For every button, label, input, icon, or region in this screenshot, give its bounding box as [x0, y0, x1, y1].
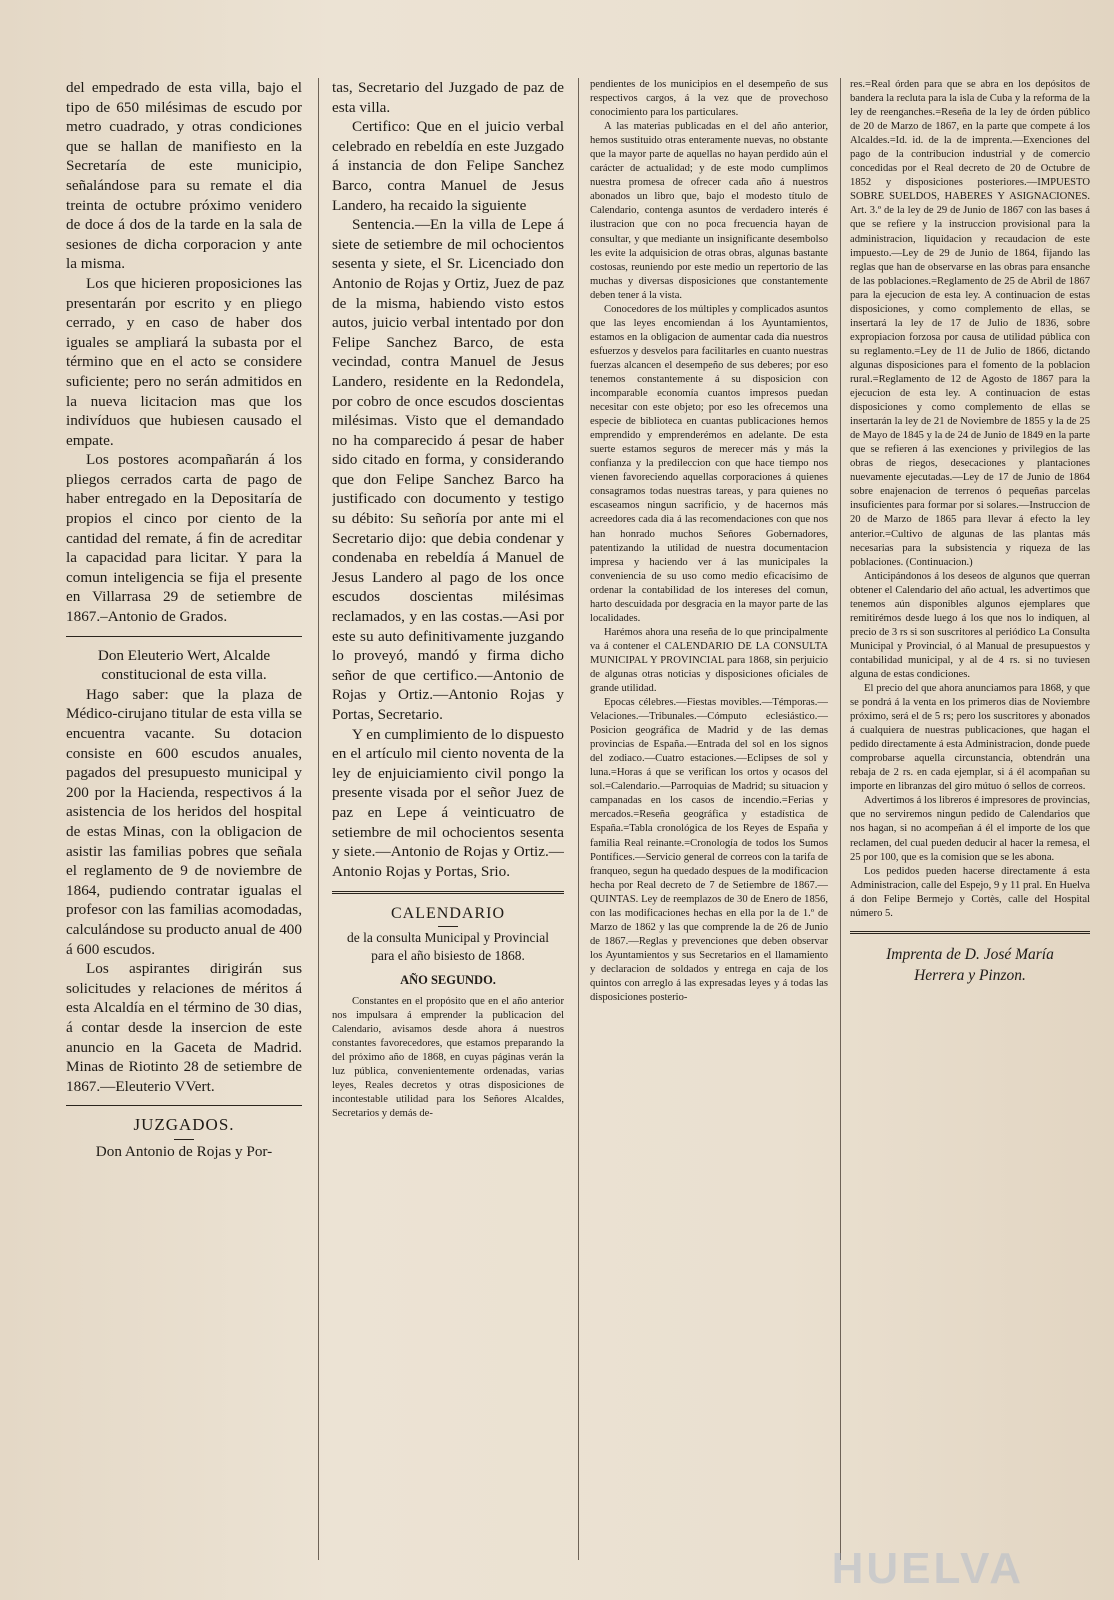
paragraph: Los postores acompañarán á los pliegos cerrados carta de pago de haber entregado en la Depositaría de propios el cinco por ciento de la cantidad del remate, á fin de acreditar la capacidad para licitar. Y para la comun inteligencia se fija el presente en Villarrasa 29 de setiembre de 1867.–Antonio de Grados. [66, 451, 302, 626]
column-4 [850, 78, 1090, 1586]
section-heading: JUZGADOS. [133, 1115, 235, 1135]
calendar-subtitle: de la consulta Municipal y Provincial para el año bisiesto de 1868. [346, 929, 550, 963]
paragraph: Anticipándonos á los deseos de algunos que querran obtener el Calendario del año actual, les advertimos que tenemos aún disponibles algunos ejemplares que remitirémos desde luego á los que nos lo indiquen, al precio de 3 rs si son suscritores al periódico La Consulta Municipal y Provincial, ó al Manual de presupuestos y contabilidad municipal, y al de 4 rs. si no tuviesen alguna de estas condiciones. [850, 570, 1090, 680]
calendar-year: AÑO SEGUNDO. [400, 972, 496, 987]
paragraph: Advertimos á los libreros é impresores de provincias, que no serviremos ningun pedido de Calendarios que nos hagan, si no acompeñan á él el importe de los que reclamen, del cual pueden deducir al hacer la remesa, el 25 por 100, que es la comision que se les abona. [850, 795, 1090, 863]
paragraph: Conocedores de los múltiples y complicados asuntos que las leyes encomiendan á los Ayuntamientos, estamos en la obligacion de aumentar cada dia nuestros esfuerzos y desvelos para facilitarles en cuanto nuestras fuerzas alcancen el desempeño de sus deberes; por eso tenemos constantemente á su disposicion con incomparable economía cuantos impresos puedan necesitar con este objeto; por eso les ofrecemos una especie de biblioteca en cuantas publicaciones hemos emprendido y emprenderémos en adelante. De esta suerte estamos seguros de merecer más y más la confianza y la predileccion con que hace tiempo nos vienen favoreciendo aquellas corporaciones á quienes consagramos todas nuestras tareas, y para quienes no escaseamos ningun sacrificio, y de hacernos más acreedores cada dia á las recomendaciones con que nos han honrado muchos Señores Gobernadores, patentizando la utilidad de nuestra documentacion impresa y haciendo ver á las municipales la conveniencia de su uso como medio eficacísimo de ordenar la contabilidad de los intereses del comun, harto descuidada por desgracia en la mayor parte de las localidades. [590, 303, 828, 624]
paragraph: Harémos ahora una reseña de lo que principalmente va á contener el CALENDARIO DE LA CONSULTA MUNICIPAL Y PROVINCIAL para 1868, sin perjuicio de algunas otras noticias y disposiciones oficiales de grande utilidad. [590, 626, 828, 695]
column-1 [66, 78, 302, 1586]
paragraph: El precio del que ahora anunciamos para 1868, y que se pondrá á la venta en los primeros dias de Noviembre próximo, será el de 5 rs; pero los suscritores y abonados á cualquiera de nuestras publicaciones, que hagan el pedido directamente á esta Administracion, donde puede comprobarse aquella circunstancia, obtendrán una rebaja de 2 rs. en cada ejemplar, si á él acompañan su importe en libranzas del giro mútuo ó sellos de correos. [850, 683, 1090, 793]
paragraph: del empedrado de esta villa, bajo el tipo de 650 milésimas de escudo por metro cuadrado, y otras condiciones que se hallan de manifiesto en la Secretaría de este municipio, señalándose para su remate el dia treinta de octubre próximo venidero de doce á dos de la tarde en la sala de sesiones de dicha corporacion y ante la misma. [66, 79, 302, 273]
announcement-title: Don Eleuterio Wert, Alcalde constitucional de esta villa. [97, 646, 271, 684]
column-3 [590, 78, 828, 1586]
paragraph: Epocas célebres.—Fiestas movibles.—Témporas.—Velaciones.—Tribunales.—Cómputo eclesiástico.—Posicion geográfica de Madrid y de las demas provincias de España.—Entrada del sol en los signos del zodiaco.—Cuatro estaciones.—Eclipses de sol y luna.=Horas á que se verifican los ortos y ocasos del sol.=Calendario.—Parroquias de Madrid; su situacion y campanadas en los casos de incendio.=Ferias y mercados.=Reseña geográfica y estadística de España.=Tabla cronológica de los Reyes de España y familia Real reinante.=Cronología de todos los Sumos Pontífices.—Servicio general de correos con la tarifa de franqueo, segun ha quedado despues de la modificacion hecha por Real decreto de 7 de Setiembre de 1867.—QUINTAS. Ley de reemplazos de 30 de Enero de 1856, con las modificaciones hechas en ella por la de 1.º de Marzo de 1862 y las que comprende la de 26 de Junio de 1867.—Reglas y prevenciones que deben observar los Ayuntamientos y sus Secretarios en el llamamiento y declaracion de soldados y entrega en caja de los quintos con arreglo á las expresadas leyes y á todas las disposiciones posterio- [590, 697, 828, 1004]
paragraph: A las materias publicadas en el del año anterior, hemos sustituido otras enteramente nuevas, no obstante que la mayor parte de aquellas no hayan perdido aún el carácter de actualidad; y de este modo cumplimos nuestra promesa de ofrecer cada año á nuestros abonados un libro que, bajo el modesto título de Calendario, contenga asuntos de verdadero interés é ilustracion que con no poca frecuencia hayan de consultar, y que mediante un insignificante desembolso les evite la adquisicion de otras obras, algunas bastante costosas, reuniendo por este medio un repertorio de las muchas y diversas disposiciones que constantemente deben tener á la vista. [590, 121, 828, 301]
column-2 [332, 78, 564, 1586]
paragraph: Los que hicieren proposiciones las presentarán por escrito y en pliego cerrado, y en caso de haber dos iguales se ampliará la subasta por el término que en el acto se considere suficiente; pero no serán admitidos en la nueva licitacion mas que los indivíduos que hubiesen causado el empate. [66, 274, 302, 449]
imprint-line: Herrera y Pinzon. [914, 966, 1026, 984]
paragraph: pendientes de los municipios en el desempeño de sus respectivos cargos, á la vez que de provechoso conocimiento para los particulares. [590, 79, 828, 119]
paragraph: Constantes en el propósito que en el año anterior nos impulsara á emprender la publicacion del Calendario, avisamos desde ahora á nuestros constantes favorecedores, que estamos preparando la del próximo año de 1868, en cuyas páginas verán la luz pública, convenientemente ordenadas, varias leyes, Reales decretos y otras disposiciones de incontestable utilidad para los Señores Alcaldes, Secretarios y demás de- [332, 995, 564, 1119]
paragraph: tas, Secretario del Juzgado de paz de esta villa. [332, 79, 564, 116]
imprint-line: Imprenta de D. José María [886, 945, 1054, 963]
paragraph: Certifico: Que en el juicio verbal celebrado en rebeldía en este Juzgado á instancia de don Felipe Sanchez Barco, contra Manuel de Jesus Landero, ha recaido la siguiente [332, 118, 564, 214]
paragraph: Los pedidos pueden hacerse directamente á esta Administracion, calle del Espejo, 9 y 11 pral. En Huelva á don Felipe Bermejo y Cortès, calle del Hospital número 5. [850, 865, 1090, 919]
paragraph: Los aspirantes dirigirán sus solicitudes y relaciones de méritos á esta Alcaldía en el término de 30 dias, á contar desde la insercion de este anuncio en la Gaceta de Madrid. Minas de Riotinto 28 de setiembre de 1867.—Eleuterio VVert. [66, 960, 302, 1095]
separator [332, 891, 564, 894]
paragraph: Y en cumplimiento de lo dispuesto en el artículo mil ciento noventa de la ley de enjuiciamiento civil pongo la presente visada por el señor Juez de paz en Lepe á veinticuatro de setiembre de mil ochocientos sesenta y siete.—Antonio de Rojas y Ortiz.—Antonio Rojas y Portas, Srio. [332, 725, 564, 880]
separator [850, 931, 1090, 934]
paragraph: res.=Real órden para que se abra en los depósitos de bandera la recluta para la isla de Cuba y la reforma de la ley de reenganches.=Reseña de la ley de órden público de 20 de Marzo de 1867, en la parte que compete á los Alcaldes.=Id. id. de la de imprenta.—Exenciones del pago de la contribucion industrial y de comercio concedidas por el Real decreto de 20 de Octubre de 1852 y disposiciones posteriores.—IMPUESTO SOBRE SUELDOS, HABERES Y ASIGNACIONES. Art. 3.º de la ley de 29 de Junio de 1867 con las bases á que se refiere y la instruccion provisional para la administracion, liquidacion y recaudacion de este impuesto.—Ley de 29 de Junio de 1864, fijando las reglas que han de observarse en las obras para ensanche de las poblaciones.=Reglamento de 25 de Abril de 1867 para la ejecucion de esta ley. A continuacion de estas disposiciones, y como complemento de ellas, se insertará la ley de 17 de Julio de 1836, sobre expropiacion forzosa por causa de utilidad pública con su reglamento.=Ley de 11 de Julio de 1866, dictando algunas disposiciones para el fomento de la poblacion rural.=Reglamento de 12 de Agosto de 1867 para la ejecucion de esta ley. A continuacion de estas disposiciones y como complemento de ellas se insertarán la ley de 21 de Noviembre de 1855 y la de 25 de Mayo de 1845 y la de 24 de Junio de 1849 en la parte que se refieren á las exenciones y privilegios de las obras de riegos, desecaciones y plantaciones nuevamente ejecutadas.—Ley de 17 de Junio de 1864 sobre enajenacion de terrenos ó pequeñas parcelas insuficientes para formar por si solares.—Instruccion de 20 de Marzo de 1865 para llevar á efecto la ley anterior.=Cultivo de algunas de las plantas más necesarias para la subsistencia y riqueza de las poblaciones. (Continuacion.) [850, 79, 1090, 568]
column-rule [318, 78, 319, 1560]
calendar-title: CALENDARIO [391, 905, 505, 923]
separator [66, 636, 302, 637]
paragraph: Hago saber: que la plaza de Médico-cirujano titular de esta villa se encuentra vacante. Su dotacion consiste en 600 escudos anuales, pagados del presupuesto municipal y 200 por la Hacienda, respectivos á la asistencia de los heridos del hospital de estas Minas, con la obligacion de asistir las familias pobres que señala el reglamento de 9 de noviembre de 1864, pudiendo contratar igualas el profesor con las familias acomodadas, calculándose su producto anual de 400 á 600 escudos. [66, 685, 302, 958]
paragraph: Sentencia.—En la villa de Lepe á siete de setiembre de mil ochocientos sesenta y siete, el Sr. Licenciado don Antonio de Rojas y Ortiz, Juez de paz de la misma, habiendo visto estos autos, juicio verbal intentado por don Felipe Sanchez Barco, de esta vecindad, contra Manuel de Jesus Landero, residente en la Redondela, por cobro de once escudos doscientas milésimas. Visto que el demandado no ha comparecido á pesar de haber sido citado en forma, y considerando que don Felipe Sanchez Barco ha justificado con documento y testigo su débito: Su señoría por ante mi el Secretario dijo: que debia condenar y condenaba en rebeldía á Manuel de Jesus Landero al pago de los once escudos doscientas milésimas reclamados, y en las costas.—Asi por este su auto definitivamente juzgando lo proveyó, mandó y firma dicho señor de que certifico.—Antonio de Rojas y Ortiz.—Antonio Rojas y Portas, Secretario. [332, 216, 564, 723]
watermark: HUELVA [831, 1544, 1024, 1593]
paragraph: Don Antonio de Rojas y Por- [95, 1142, 273, 1160]
separator [66, 1105, 302, 1106]
short-rule [174, 1139, 194, 1140]
column-rule [578, 78, 579, 1560]
imprint [850, 944, 1090, 986]
column-rule [840, 78, 841, 1560]
short-rule [438, 926, 458, 927]
